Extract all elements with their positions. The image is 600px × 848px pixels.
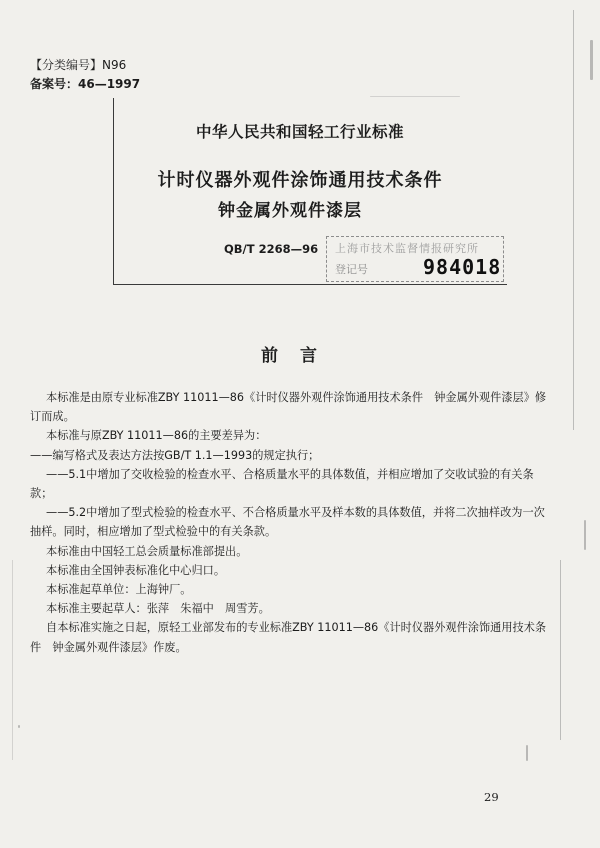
classification-number: 【分类编号】N96 xyxy=(30,58,127,72)
document-subtitle: 钟金属外观件漆层 xyxy=(218,201,362,221)
standard-code: QB/T 2268—96 xyxy=(224,242,319,256)
document-title: 计时仪器外观件涂饰通用技术条件 xyxy=(157,170,443,191)
page-number: 29 xyxy=(484,790,499,804)
foreword-heading: 前言 xyxy=(261,346,339,366)
scan-speck xyxy=(590,40,593,80)
scan-speck xyxy=(526,745,528,761)
scan-edge-line xyxy=(560,560,561,740)
record-number: 备案号：46—1997 xyxy=(30,77,141,91)
stamp-institute: 上海市技术监督情报研究所 xyxy=(335,242,479,255)
paragraph: 本标准是由原专业标准ZBY 11011—86《计时仪器外观件涂饰通用技术条件 钟金属外观件漆层》修订而成。 xyxy=(30,391,547,424)
paragraph: 自本标准实施之日起，原轻工业部发布的专业标准ZBY 11011—86《计时仪器外观件涂饰通用技术条件 钟金属外观件漆层》作废。 xyxy=(30,621,547,654)
paragraph: 本标准起草单位：上海钟厂。 xyxy=(46,583,192,597)
paragraph: 本标准由中国轻工总会质量标准部提出。 xyxy=(46,544,248,558)
paragraph: ——5.2中增加了型式检验的检查水平、不合格质量水平及样本数的具体数值，并将二次抽样改为一次抽样。同时，相应增加了型式检验中的有关条款。 xyxy=(30,506,545,539)
paragraph: 本标准由全国钟表标准化中心归口。 xyxy=(46,563,226,577)
scan-speck xyxy=(370,96,460,97)
stamp-label: 登记号 xyxy=(335,263,368,276)
registration-stamp xyxy=(326,236,504,282)
scan-speck xyxy=(18,725,20,728)
paragraph: 本标准与原ZBY 11011—86的主要差异为： xyxy=(46,429,267,443)
stamp-number: 984018 xyxy=(423,255,502,279)
standard-organization: 中华人民共和国轻工行业标准 xyxy=(195,123,404,141)
scan-speck xyxy=(584,520,586,550)
paragraph: ——5.1中增加了交收检验的检查水平、合格质量水平的具体数值，并相应增加了交收试验的有关条款； xyxy=(30,467,534,501)
paragraph: 本标准主要起草人：张萍 朱福中 周雪芳。 xyxy=(46,602,270,616)
scan-edge-line xyxy=(12,560,13,760)
foreword-body xyxy=(30,388,550,657)
paragraph: ——编写格式及表达方法按GB/T 1.1—1993的规定执行； xyxy=(30,448,320,462)
